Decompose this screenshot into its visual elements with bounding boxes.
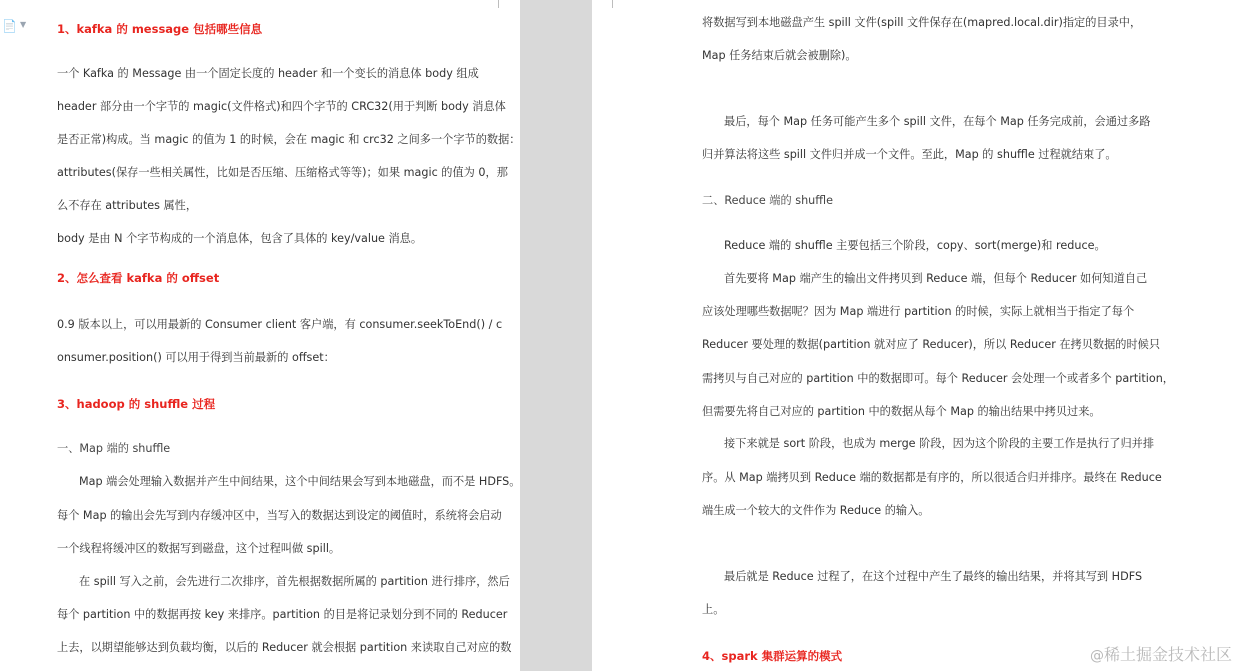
text-line: 最后就是 Reduce 过程了，在这个过程中产生了最终的输出结果，并将其写到 HDFS bbox=[724, 570, 1143, 583]
text-line: 最后，每个 Map 任务可能产生多个 spill 文件，在每个 Map 任务完成前，会通过多路 bbox=[724, 115, 1151, 128]
text-line: 但需要先将自己对应的 partition 中的数据从每个 Map 的输出结果中拷贝过来。 bbox=[702, 405, 1101, 418]
text-line: 0.9 版本以上，可以用最新的 Consumer client 客户端，有 consumer.seekToEnd() / c bbox=[57, 318, 503, 331]
text-line: body 是由 N 个字节构成的一个消息体，包含了具体的 key/value 消息。 bbox=[57, 232, 423, 245]
text-line: Map 端会处理输入数据并产生中间结果，这个中间结果会写到本地磁盘，而不是 HDFS。 bbox=[79, 475, 520, 488]
text-line: 上。 bbox=[702, 603, 725, 616]
section-heading: 1、kafka 的 message 包括哪些信息 bbox=[57, 22, 263, 36]
text-line: 首先要将 Map 端产生的输出文件拷贝到 Reduce 端，但每个 Reducer 如何知道自己 bbox=[724, 272, 1148, 285]
section-heading: 3、hadoop 的 shuffle 过程 bbox=[57, 397, 216, 411]
document-page-left bbox=[0, 0, 520, 671]
text-line: 需拷贝与自己对应的 partition 中的数据即可。每个 Reducer 会处理一个或者多个 partition， bbox=[702, 372, 1174, 385]
watermark-text: 稀土掘金技术社区 bbox=[1103, 645, 1232, 664]
text-line: 是否正常)构成。当 magic 的值为 1 的时候，会在 magic 和 crc32 之间多一个字节的数据： bbox=[57, 133, 520, 146]
text-line: 在 spill 写入之前，会先进行二次排序，首先根据数据所属的 partition 进行排序，然后 bbox=[79, 575, 510, 588]
text-line: attributes(保存一些相关属性，比如是否压缩、压缩格式等等)；如果 magic 的值为 0，那 bbox=[57, 166, 508, 179]
text-line: 应该处理哪些数据呢？因为 Map 端进行 partition 的时候，实际上就相当于指定了每个 bbox=[702, 305, 1135, 318]
text-line: 一个 Kafka 的 Message 由一个固定长度的 header 和一个变长的消息体 body 组成 bbox=[57, 67, 479, 80]
text-line: 么不存在 attributes 属性， bbox=[57, 199, 198, 212]
section-heading: 2、怎么查看 kafka 的 offset bbox=[57, 271, 220, 285]
text-line: Map 任务结束后就会被删除)。 bbox=[702, 49, 857, 62]
subsection-heading: 一、Map 端的 shuffle bbox=[57, 442, 171, 455]
text-line: header 部分由一个字节的 magic(文件格式)和四个字节的 CRC32(用于判断 body 消息体 bbox=[57, 100, 506, 113]
text-line: 端生成一个较大的文件作为 Reduce 的输入。 bbox=[702, 504, 930, 517]
text-line: Reducer 要处理的数据(partition 就对应了 Reducer)，所以 Reducer 在拷贝数据的时候只 bbox=[702, 338, 1161, 351]
text-line: 接下来就是 sort 阶段，也成为 merge 阶段，因为这个阶段的主要工作是执行了归并排 bbox=[724, 437, 1155, 450]
text-line: 归并算法将这些 spill 文件归并成一个文件。至此，Map 的 shuffle 过程就结束了。 bbox=[702, 148, 1117, 161]
section-heading: 4、spark 集群运算的模式 bbox=[702, 649, 843, 663]
document-icon[interactable]: 📄 bbox=[2, 19, 17, 33]
crop-mark bbox=[612, 0, 623, 8]
dropdown-arrow-icon[interactable]: ▼ bbox=[20, 20, 27, 29]
text-line: onsumer.position() 可以用于得到当前最新的 offset： bbox=[57, 351, 335, 364]
text-line: Reduce 端的 shuffle 主要包括三个阶段，copy、sort(merge)和 reduce。 bbox=[724, 239, 1106, 252]
watermark-symbol: @ bbox=[1089, 648, 1104, 664]
watermark bbox=[1090, 642, 1232, 665]
text-line: 上去，以期望能够达到负载均衡，以后的 Reducer 就会根据 partition 来读取自己对应的数 bbox=[57, 641, 512, 654]
text-line: 序。从 Map 端拷贝到 Reduce 端的数据都是有序的，所以很适合归并排序。最终在 Reduce bbox=[702, 471, 1162, 484]
document-page-right bbox=[592, 0, 1240, 671]
text-line: 将数据写到本地磁盘产生 spill 文件(spill 文件保存在(mapred.local.dir)指定的目录中， bbox=[702, 16, 1142, 29]
text-line: 每个 partition 中的数据再按 key 来排序。partition 的目是将记录划分到不同的 Reducer bbox=[57, 608, 508, 621]
text-line: 一个线程将缓冲区的数据写到磁盘，这个过程叫做 spill。 bbox=[57, 542, 341, 555]
crop-mark bbox=[498, 0, 509, 8]
text-line: 每个 Map 的输出会先写到内存缓冲区中，当写入的数据达到设定的阈值时，系统将会启动 bbox=[57, 509, 502, 522]
subsection-heading: 二、Reduce 端的 shuffle bbox=[702, 194, 833, 207]
page-gutter bbox=[520, 0, 592, 671]
